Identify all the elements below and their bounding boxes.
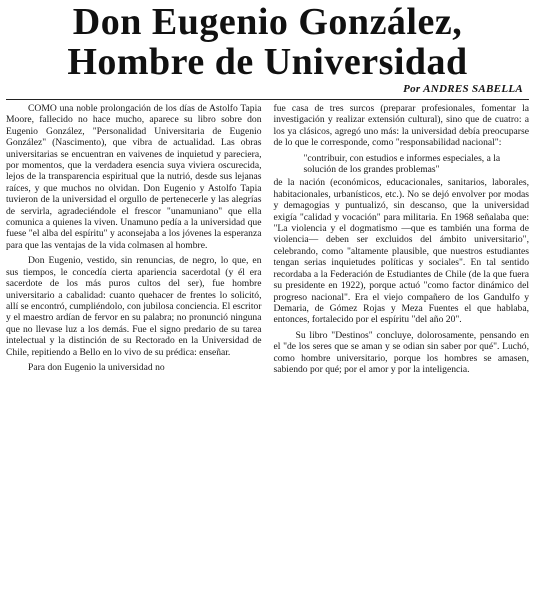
article-body	[6, 103, 529, 379]
column-left	[6, 103, 262, 379]
divider	[6, 99, 529, 100]
paragraph: de la nación (económicos, educacionales, sanitarios, laborales, habitacionales, urbanísticos, etc.). No se dejó envolver por modas y demagogias y puntualizó, sin descanso, que la universidad exigía "calidad y vocación" para militaria. En 1968 señalaba que: "La violencia y el dogmatismo —que es también una forma de violencia— deben ser excluidos del ámbito universitario", celebrando, como "altamente plausible, que nuestros estudiantes tengan serias inquietudes políticas y sociales". En tal sentido recordaba a la Federación de Estudiantes de Chile (de la que fuera su presidente en 1922), porque actuó "como factor dinámico del progreso nacional". Era el viejo compañero de los Gandulfo y Demaria, de Gómez Rojas y Meza Fuentes el que hablaba, entonces, fortalecido por el espíritu "del año 20".	[273, 177, 529, 326]
paragraph: Para don Eugenio la universidad no	[28, 361, 165, 373]
headline	[6, 2, 529, 82]
byline: Por ANDRES SABELLA	[403, 83, 523, 95]
paragraph: Don Eugenio, vestido, sin renuncias, de negro, lo que, en sus tiempos, le concedía cierta apariencia sacerdotal (y él era sacerdote de los más puros cultos del ser), fue hombre universitario a cabalidad: cuanto quehacer de frentes lo solicitó, allí se encontró, cumpliéndolo, con jubilosa conciencia. El escritor y el maestro ardían de fervor en su palabra; no pronunció ninguna que no llevase luz a los demás. Fue el signo predario de su tarea intelectual y la distinción de su Rectorado en la Universidad de Chile, repitiendo a Bello en lo vivo de su prédica: enseñar.	[6, 255, 262, 358]
paragraph-text: una noble prolongación de los días de Astolfo Tapia Moore, fallecido no hace mucho, aparece su libro sobre don Eugenio González, "Personalidad Universitaria de Eugenio González" (Nascimento), que vibra de actualidad. Las obras universitarias se encuentran en vaivenes de inquietud y pareciera, por momentos, que la verdadera esencia suya viviera oscurecida, lejos de la transparencia espiritual que la nutrió, desde sus lejanas raíces, y que muchos no olvidan. Don Eugenio y Astolfo Tapia tuvieron de la universidad el orgullo de pertenecerle y las alegrías de servirla, agradeciéndole el frescor "unamuniano" que ella comunica a quienes la viven. Unamuno pedía a la universidad que fuese "el alba del espíritu" y aconsejaba a los jóvenes la esperanza para que las ventajas de la vida colmasen al hombre.	[6, 103, 262, 251]
paragraph: fue casa de tres surcos (preparar profesionales, fomentar la investigación y realizar extensión cultural), sino que de cuatro: a los ya clásicos, agregó uno más: la universidad debía preocuparse de lo que le corresponde, como "responsabilidad nacional":	[273, 103, 529, 149]
paragraph	[6, 103, 262, 251]
block-quote	[274, 153, 530, 176]
headline-line-2: Hombre de Universidad	[67, 41, 468, 83]
paragraph: Su libro "Destinos" concluye, dolorosamente, pensando en el "de los seres que se aman y se odian sin saber por qué". Luchó, como hombre universitario, porque los hombres se amasen, sabiendo por qué; por el amor y por la inteligencia.	[273, 329, 529, 375]
column-right	[274, 103, 530, 379]
quote-text: "contribuir, con estudios e informes especiales, a la solución de los grandes problemas"	[303, 152, 501, 176]
lead-word: COMO	[28, 103, 57, 114]
headline-line-1: Don Eugenio González,	[72, 1, 463, 43]
